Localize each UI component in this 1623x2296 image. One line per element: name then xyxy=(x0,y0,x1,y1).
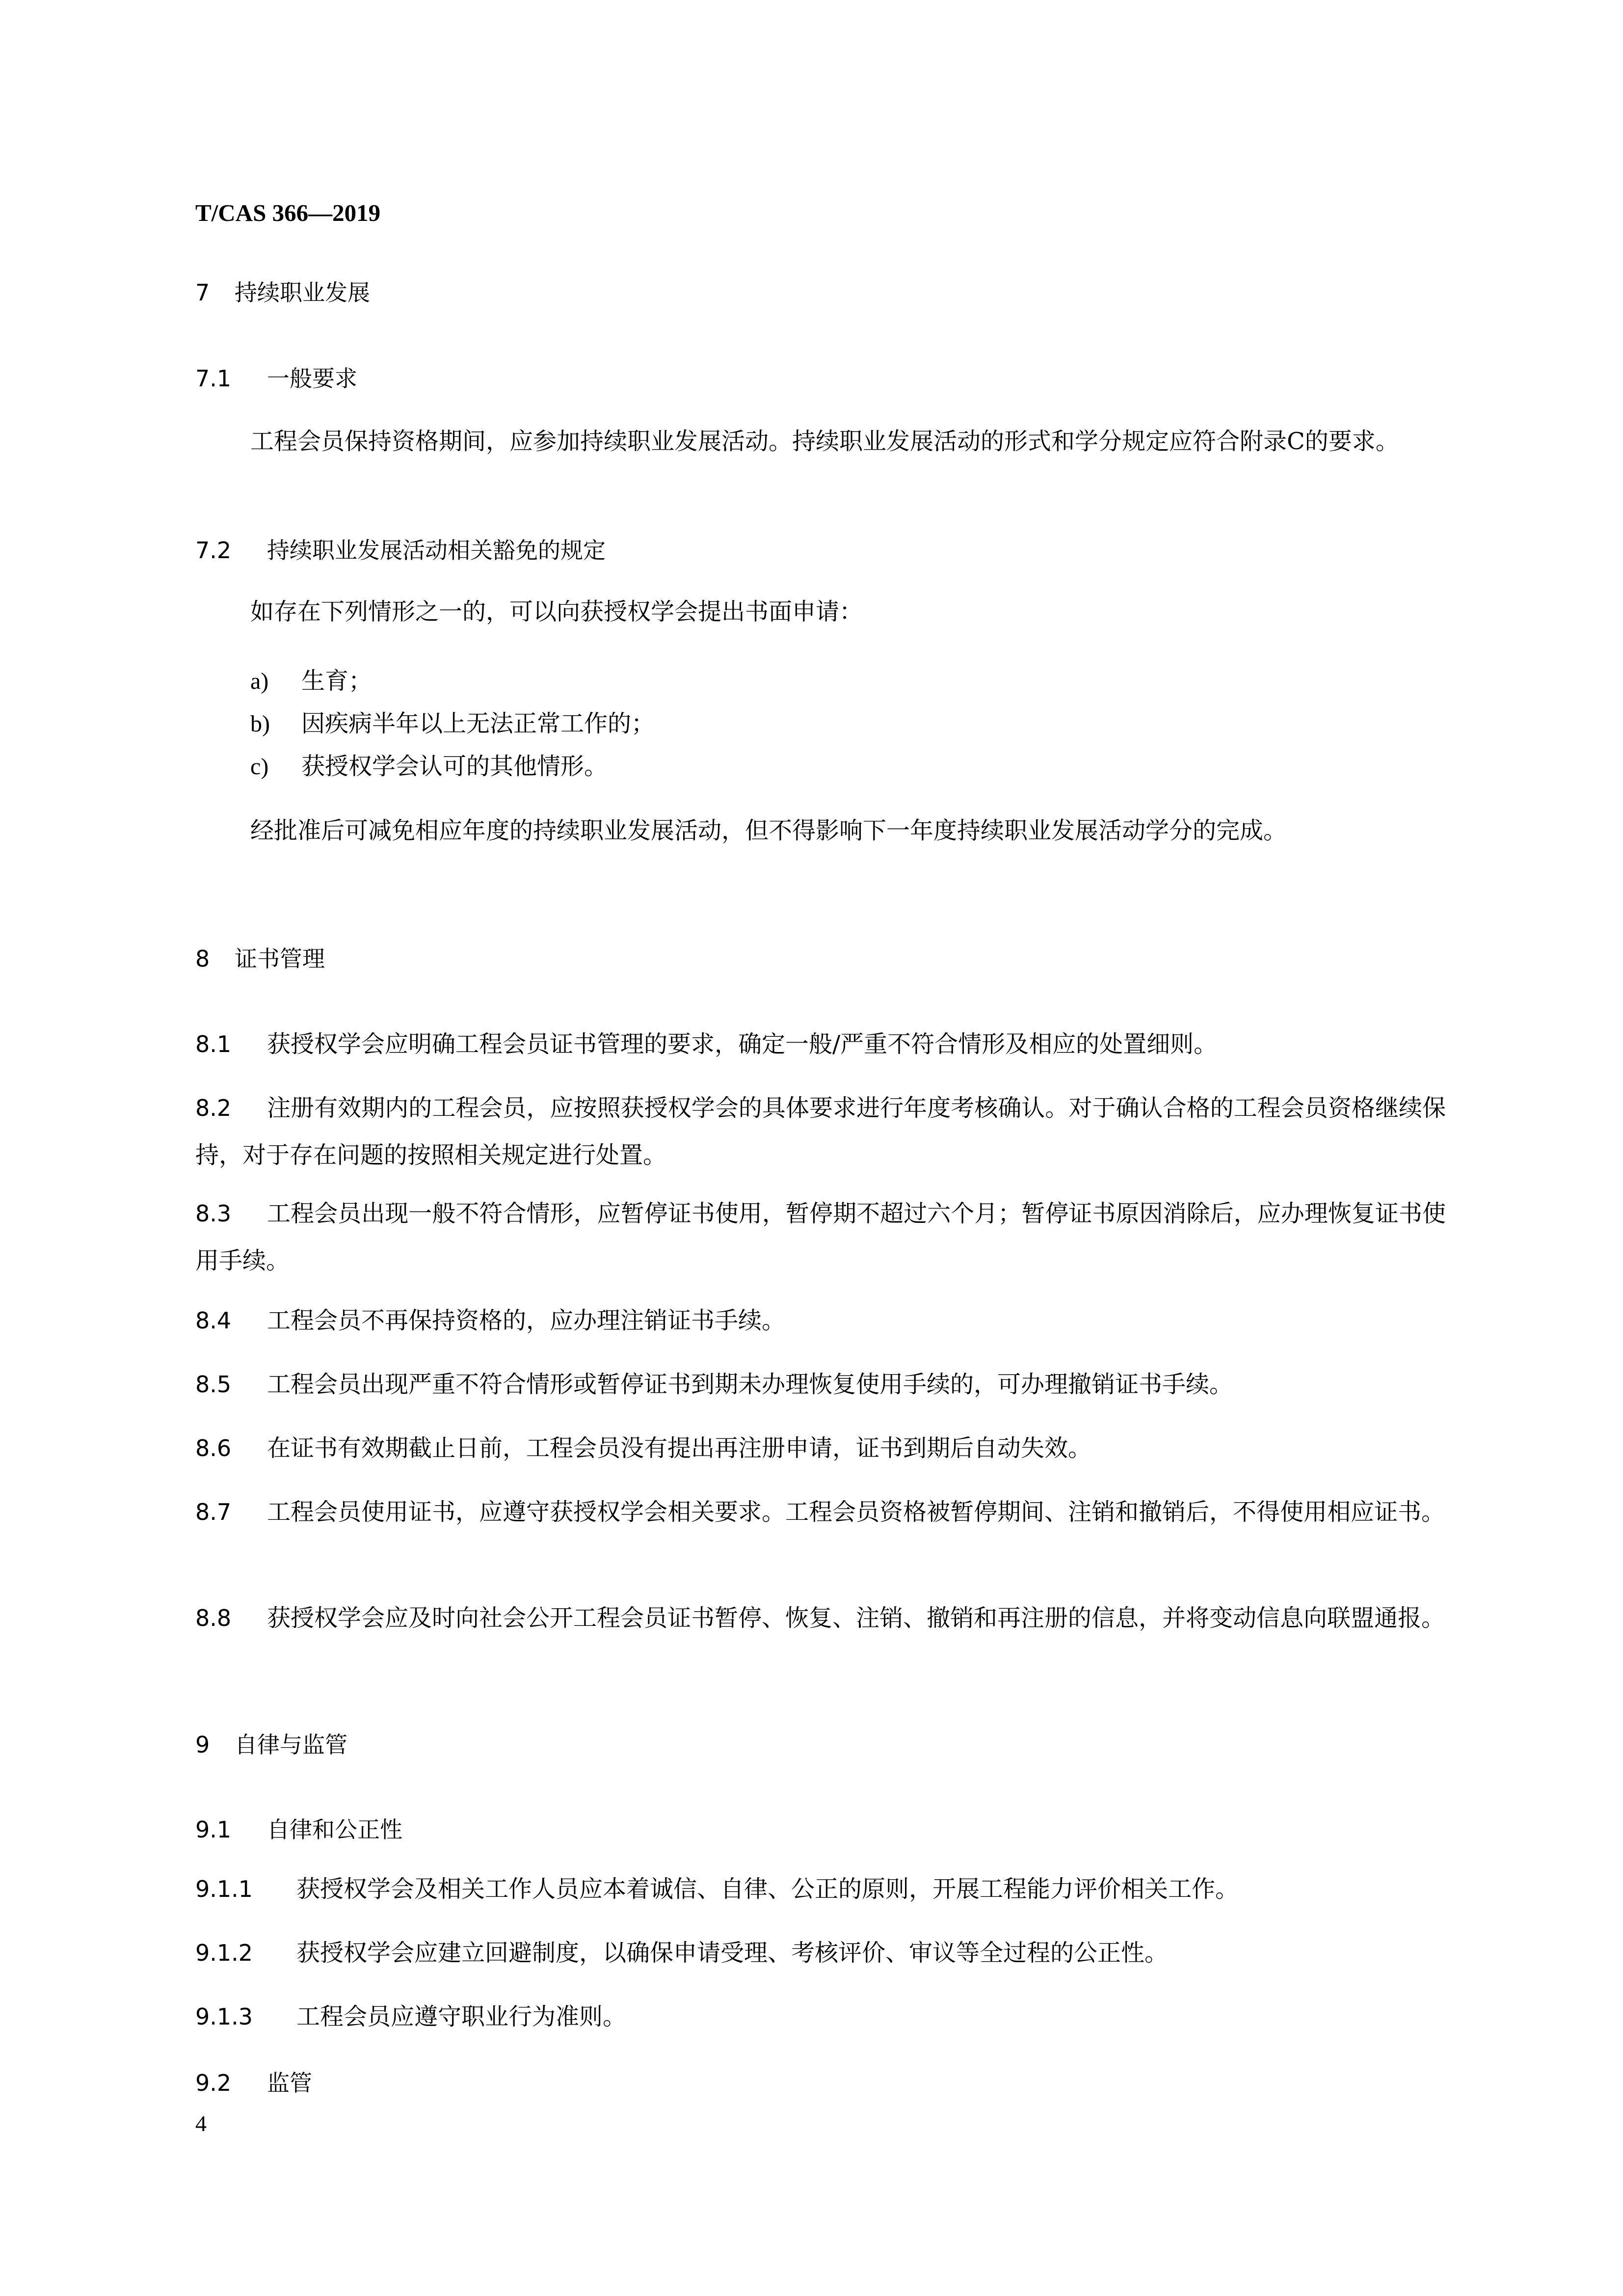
clause-number: 8.8 xyxy=(195,1605,232,1631)
section-7-1-heading xyxy=(195,363,357,394)
section-title: 自律与监管 xyxy=(235,1731,347,1758)
clause-9-1-1 xyxy=(195,1865,1446,1913)
clause-9-1-2 xyxy=(195,1929,1446,1976)
section-number: 9 xyxy=(195,1731,210,1758)
clause-text: 获授权学会及相关工作人员应本着诚信、自律、公正的原则，开展工程能力评价相关工作。 xyxy=(296,1875,1239,1903)
section-title: 持续职业发展活动相关豁免的规定 xyxy=(267,537,606,564)
clause-number: 9.1.2 xyxy=(195,1940,253,1966)
list-item xyxy=(250,751,1428,782)
section-8-heading xyxy=(195,944,325,974)
clause-number: 8.4 xyxy=(195,1307,232,1334)
section-7-1-paragraph: 工程会员保持资格期间，应参加持续职业发展活动。持续职业发展活动的形式和学分规定应符合附录C的要求。 xyxy=(250,428,1399,455)
clause-text: 工程会员出现一般不符合情形，应暂停证书使用，暂停期不超过六个月；暂停证书原因消除后，应办理恢复证书使用手续。 xyxy=(195,1200,1446,1274)
document-code: T/CAS 366—2019 xyxy=(195,199,381,226)
section-9-2-heading xyxy=(195,2068,312,2098)
section-9-heading xyxy=(195,1729,347,1760)
clause-text: 工程会员不再保持资格的，应办理注销证书手续。 xyxy=(267,1307,786,1334)
list-text: 因疾病半年以上无法正常工作的； xyxy=(301,710,655,737)
clause-9-1-3 xyxy=(195,1993,1446,2040)
clause-number: 8.7 xyxy=(195,1499,232,1525)
section-7-2-heading xyxy=(195,535,606,566)
clause-number: 8.2 xyxy=(195,1095,232,1121)
list-marker: c) xyxy=(250,754,269,780)
clause-text: 工程会员应遵守职业行为准则。 xyxy=(296,2003,627,2030)
clause-number: 9.1.1 xyxy=(195,1876,253,1902)
section-number: 8 xyxy=(195,945,210,972)
clause-number: 8.5 xyxy=(195,1371,232,1398)
clause-8-5 xyxy=(195,1361,1446,1408)
section-number: 7 xyxy=(195,279,210,306)
list-text: 获授权学会认可的其他情形。 xyxy=(301,753,608,780)
page-number: 4 xyxy=(195,2111,207,2136)
clause-text: 工程会员出现严重不符合情形或暂停证书到期未办理恢复使用手续的，可办理撤销证书手续。 xyxy=(267,1371,1233,1398)
clause-number: 9.1.3 xyxy=(195,2003,253,2030)
clause-text: 获授权学会应明确工程会员证书管理的要求，确定一般/严重不符合情形及相应的处置细则。 xyxy=(267,1030,1218,1058)
clause-8-4 xyxy=(195,1297,1446,1344)
clause-text: 注册有效期内的工程会员，应按照获授权学会的具体要求进行年度考核确认。对于确认合格的工程会员资格继续保持，对于存在问题的按照相关规定进行处置。 xyxy=(195,1094,1446,1169)
section-number: 7.2 xyxy=(195,537,232,564)
section-title: 自律和公正性 xyxy=(267,1816,402,1843)
section-7-2-outro: 经批准后可减免相应年度的持续职业发展活动，但不得影响下一年度持续职业发展活动学分的完成。 xyxy=(250,817,1287,844)
section-number: 9.2 xyxy=(195,2070,232,2096)
clause-number: 8.3 xyxy=(195,1200,232,1227)
list-marker: a) xyxy=(250,668,269,694)
clause-text: 工程会员使用证书，应遵守获授权学会相关要求。工程会员资格被暂停期间、注销和撤销后，不得使用相应证书。 xyxy=(267,1498,1445,1526)
list-item xyxy=(250,666,1428,697)
clause-8-8 xyxy=(195,1594,1446,1642)
section-title: 一般要求 xyxy=(267,365,357,392)
list-item xyxy=(250,708,1428,739)
section-7-2-intro: 如存在下列情形之一的，可以向获授权学会提出书面申请： xyxy=(250,598,863,625)
section-number: 7.1 xyxy=(195,365,232,392)
clause-8-7 xyxy=(195,1488,1446,1536)
clause-8-1 xyxy=(195,1021,1446,1068)
section-9-1-heading xyxy=(195,1814,402,1845)
clause-8-6 xyxy=(195,1425,1446,1472)
clause-number: 8.1 xyxy=(195,1031,232,1057)
section-title: 监管 xyxy=(267,2070,312,2096)
clause-text: 获授权学会应建立回避制度，以确保申请受理、考核评价、审议等全过程的公正性。 xyxy=(296,1939,1169,1967)
section-number: 9.1 xyxy=(195,1816,232,1843)
clause-number: 8.6 xyxy=(195,1435,232,1461)
section-title: 证书管理 xyxy=(235,945,325,972)
clause-text: 在证书有效期截止日前，工程会员没有提出再注册申请，证书到期后自动失效。 xyxy=(267,1434,1092,1462)
section-7-heading xyxy=(195,277,370,308)
list-text: 生育； xyxy=(301,667,372,695)
clause-8-3 xyxy=(195,1190,1446,1284)
list-marker: b) xyxy=(250,711,270,737)
clause-8-2 xyxy=(195,1084,1446,1179)
clause-text: 获授权学会应及时向社会公开工程会员证书暂停、恢复、注销、撤销和再注册的信息，并将变动信息向联盟通报。 xyxy=(267,1604,1445,1632)
section-title: 持续职业发展 xyxy=(235,279,370,306)
